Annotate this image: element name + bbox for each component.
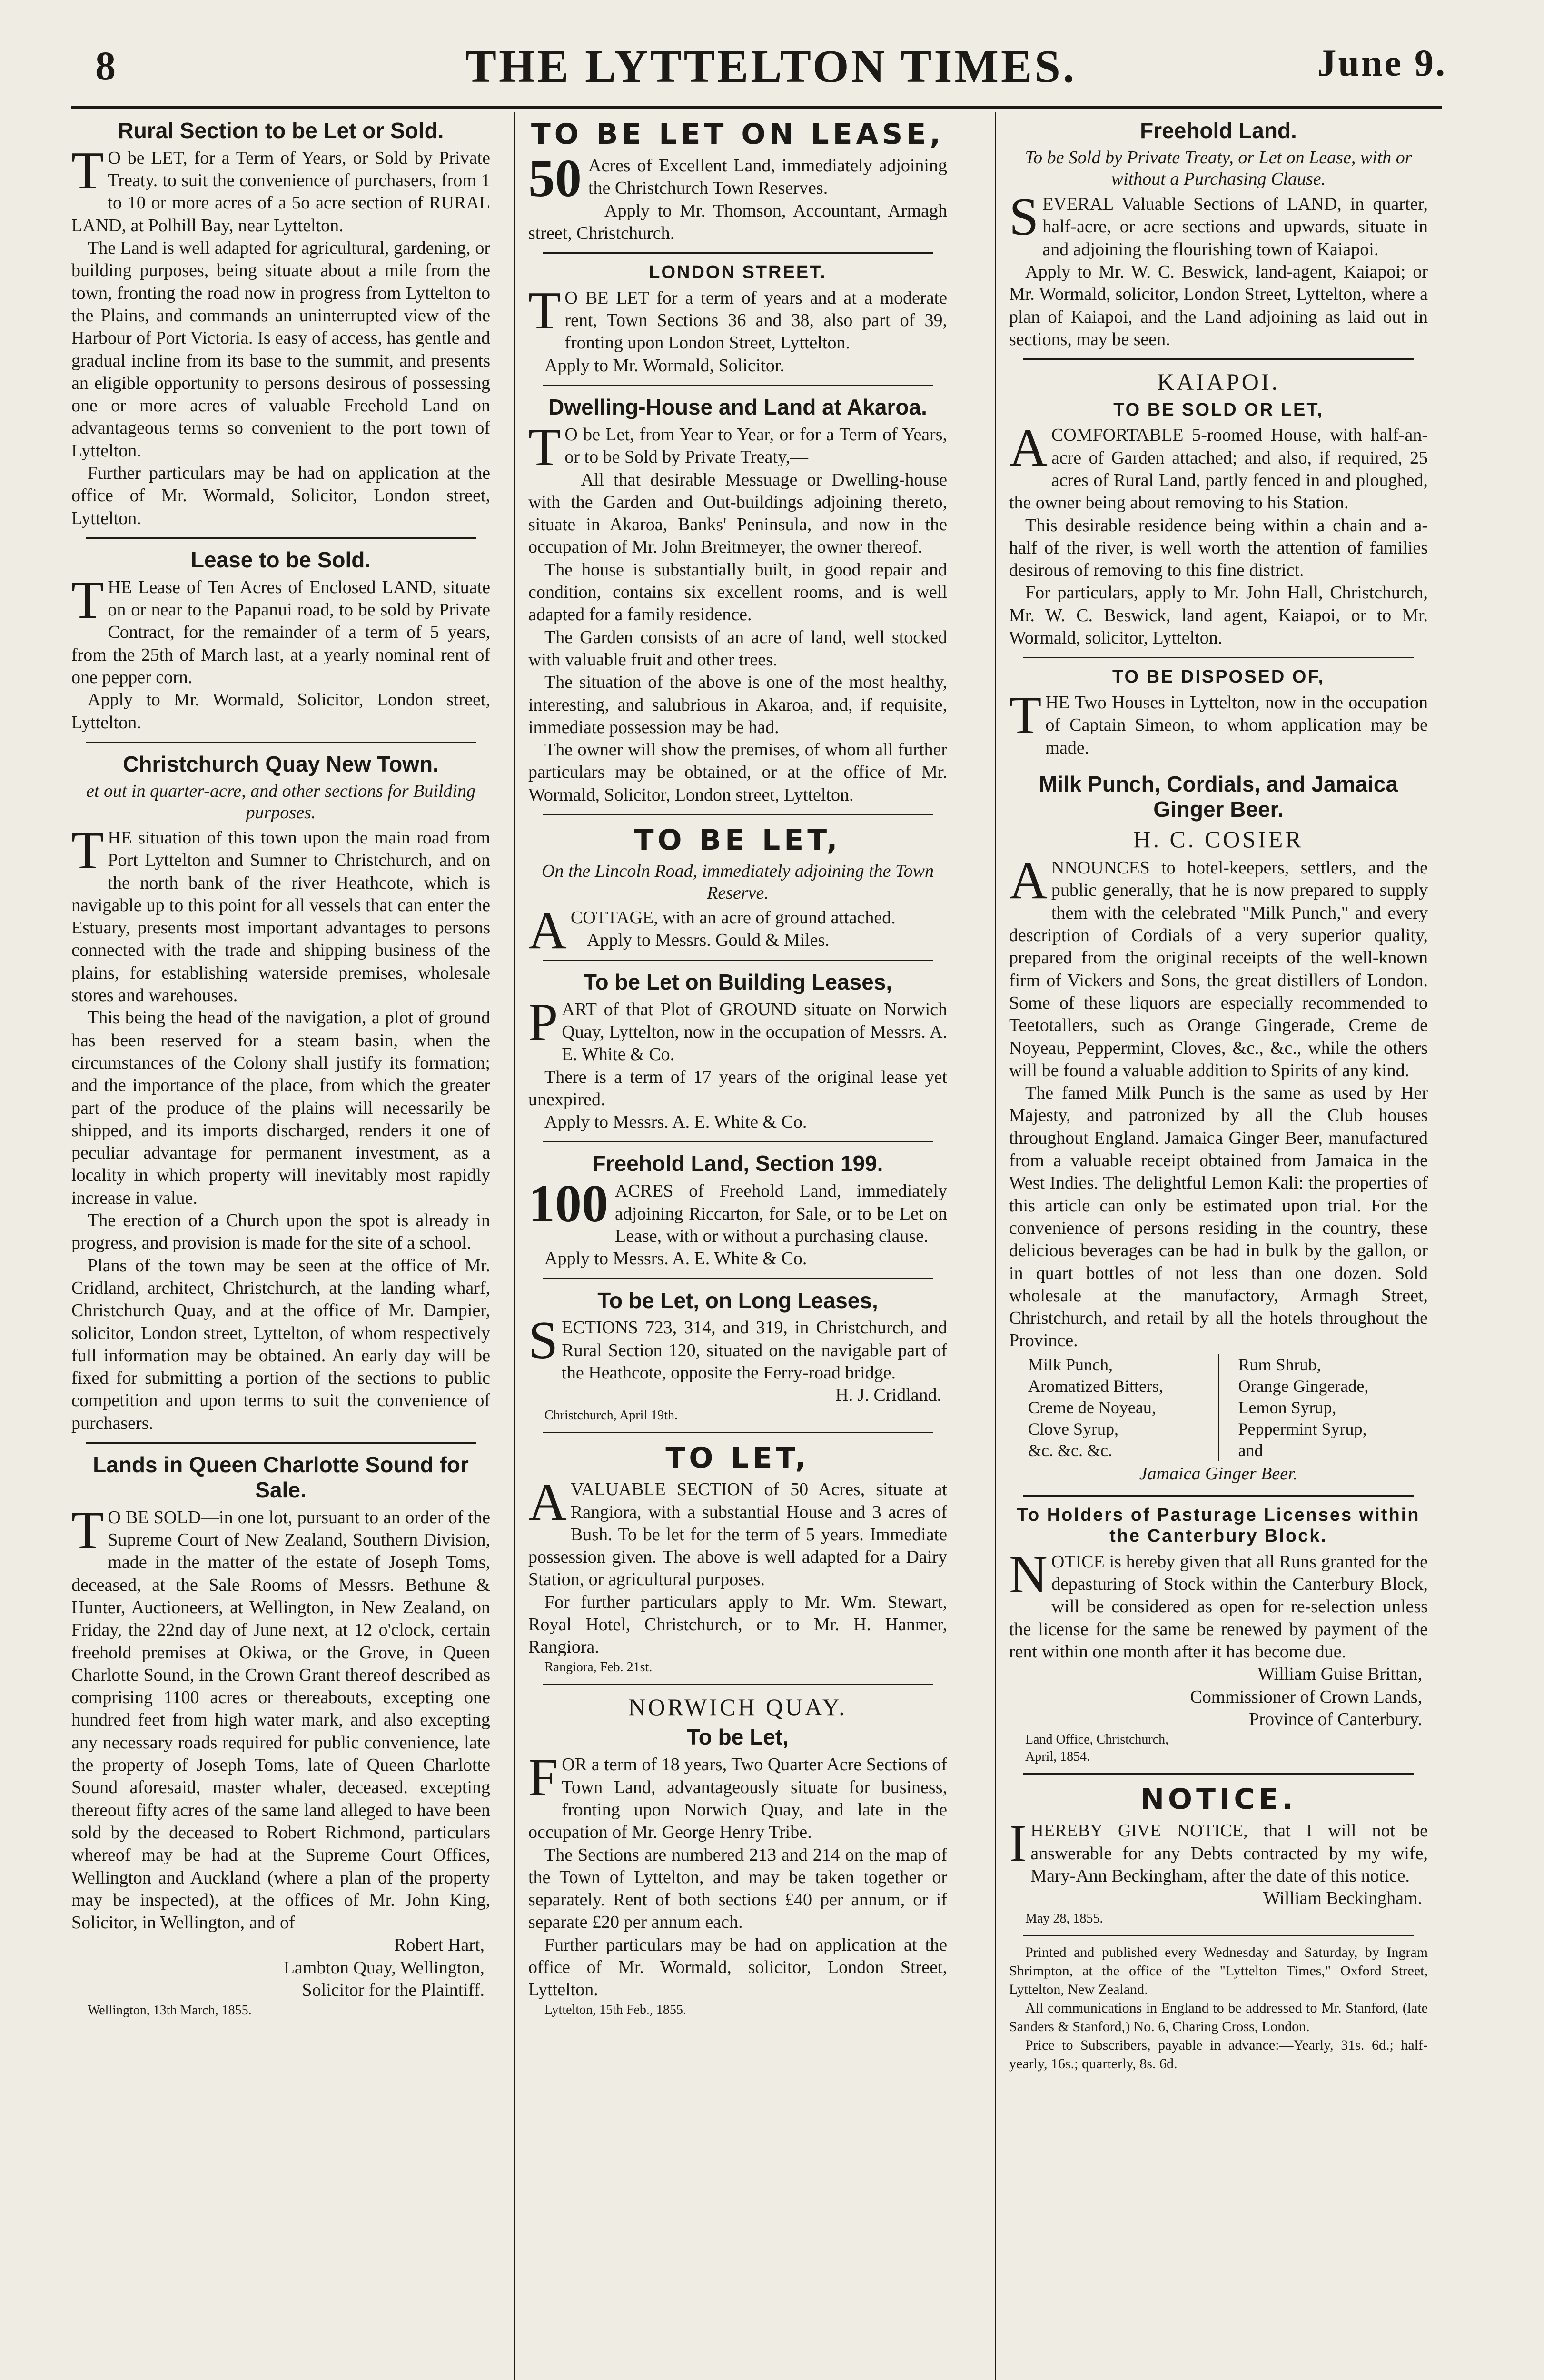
ad-paragraph: Apply to Mr. Wormald, Solicitor. bbox=[544, 355, 784, 376]
ad-paragraph: Plans of the town may be seen at the office of Mr. Cridland, architect, Christchurch, at the landing wharf, Christchurch Quay, and at the office of Mr. Dampier, solicitor, London street, Lyttelton, of whom respectively full information may be obtained. An early day will be fixed for submitting a portion of the sections to public competition and upon terms to suit the convenience of purchasers. bbox=[71, 1255, 490, 1433]
ad-paragraph bbox=[1009, 1545, 1428, 1663]
ad-heading: Dwelling-House and Land at Akaroa. bbox=[548, 395, 927, 420]
ad-divider bbox=[543, 1141, 933, 1142]
ad-paragraph: There is a term of 17 years of the original lease yet unexpired. bbox=[528, 1067, 947, 1110]
ad-subheading: et out in quarter-acre, and other sections for Building purposes. bbox=[86, 781, 475, 823]
ad-beckingham-notice bbox=[1009, 1777, 1428, 1934]
ad-divider bbox=[543, 1432, 933, 1433]
ad-paragraph bbox=[528, 1174, 947, 1248]
ad-norwich-quay bbox=[528, 1688, 947, 2025]
ad-paragraph bbox=[528, 1748, 947, 1844]
ad-heading: TO BE LET ON LEASE, bbox=[531, 118, 945, 151]
ad-freehold-land-kaiapoi bbox=[1009, 112, 1428, 357]
ad-subheading: TO BE SOLD OR LET, bbox=[1113, 399, 1324, 420]
ad-paragraph: This desirable residence being within a chain and a-half of the river, is well worth the attention of families desirous of removing to this fine district. bbox=[1009, 515, 1428, 581]
dateline: May 28, 1855. bbox=[1025, 1911, 1103, 1926]
ad-paragraph: The Land is well adapted for agricultural, gardening, or building purposes, being situate about a mile from the town, fronting the road now in progress from Lyttelton to the Plains, and commands an uninterrupted view of the Harbour of Port Victoria. Is easy of access, has gentle and gradual incline from its base to the summit, and presents an eligible opportunity to persons desirous of possessing one or more acres of valuable Freehold Land on advantageous terms so convenient to the port town of Lyttelton. bbox=[71, 238, 490, 461]
ad-paragraph bbox=[71, 570, 490, 689]
drop-cap: I bbox=[1009, 1814, 1027, 1874]
imprint-text: All communications in England to be addressed to Mr. Stanford, (late Sanders & Stanford,) No. 6, Charing Cross, London. bbox=[1009, 2000, 1428, 2035]
signature: William Beckingham. bbox=[1263, 1888, 1422, 1909]
ad-paragraph bbox=[1009, 1814, 1428, 1887]
ad-text: EVERAL Valuable Sections of LAND, in quarter, half-acre, or acre sections and upwards, situate in and adjoining the flourishing town of Kaiapoi. bbox=[1042, 194, 1428, 259]
drop-cap: T bbox=[528, 417, 561, 477]
advertiser-name: H. C. COSIER bbox=[1133, 825, 1304, 853]
ad-divider bbox=[543, 814, 933, 815]
ad-divider bbox=[1023, 358, 1414, 360]
imprint-text: Price to Subscribers, payable in advance:—Yearly, 31s. 6d.; half-yearly, 16s.; quarterly, 8s. 6d. bbox=[1009, 2037, 1428, 2072]
ad-heading: TO BE LET, bbox=[634, 823, 841, 857]
ad-heading: To be Let on Building Leases, bbox=[583, 969, 892, 994]
ad-paragraph: The Garden consists of an acre of land, well stocked with valuable fruit and other trees. bbox=[528, 627, 947, 670]
signature-address: Lambton Quay, Wellington, bbox=[283, 1957, 485, 1978]
dateline: Land Office, Christchurch, bbox=[1025, 1732, 1169, 1747]
ad-christchurch-quay bbox=[71, 746, 490, 1441]
ad-text: ACRES of Freehold Land, immediately adjoining Riccarton, for Sale, or to be Let on Lease, with or without a purchasing clause. bbox=[615, 1181, 947, 1246]
ad-heading: To Holders of Pasturage Licenses within the Canterbury Block. bbox=[1017, 1505, 1420, 1546]
ad-paragraph: Apply to Mr. Wormald, Solicitor, London street, Lyttelton. bbox=[71, 690, 490, 733]
dateline: Christchurch, April 19th. bbox=[544, 1408, 678, 1423]
ad-subheading: On the Lincoln Road, immediately adjoining the Town Reserve. bbox=[542, 861, 934, 903]
ad-paragraph: For particulars, apply to Mr. John Hall, Christchurch, Mr. W. C. Beswick, land agent, Kaiapoi, or to Mr. Wormald, solicitor, Lyttelton. bbox=[1009, 583, 1428, 648]
ad-paragraph bbox=[1009, 418, 1428, 514]
signature: Robert Hart, bbox=[394, 1935, 485, 1955]
ad-paragraph: Further particulars may be had on application at the office of Mr. Wormald, solicitor, London Street, Lyttelton. bbox=[528, 1934, 947, 2000]
ad-subheading: To be Let, bbox=[687, 1725, 789, 1750]
ad-text: ART of that Plot of GROUND situate on Norwich Quay, Lyttelton, now in the occupation of Messrs. A. E. White & Co. bbox=[562, 999, 947, 1065]
dateline: Wellington, 13th March, 1855. bbox=[88, 2003, 252, 2018]
ad-divider bbox=[86, 1442, 476, 1444]
ad-paragraph: Apply to Mr. W. C. Beswick, land-agent, Kaiapoi; or Mr. Wormald, solicitor, London Street, Lyttelton, where a plan of Kaiapoi, and the Land adjoining as laid out in sections, may be seen. bbox=[1009, 261, 1428, 349]
ad-milk-punch bbox=[1009, 766, 1428, 1494]
list-item: Creme de Noyeau, bbox=[1028, 1398, 1156, 1417]
ad-long-leases bbox=[528, 1282, 947, 1431]
number-display: 50 bbox=[528, 149, 582, 208]
list-item: &c. &c. &c. bbox=[1028, 1440, 1112, 1460]
drop-cap: P bbox=[528, 992, 558, 1052]
list-item: Peppermint Syrup, bbox=[1238, 1419, 1367, 1438]
signature-role: Solicitor for the Plaintiff. bbox=[302, 1980, 485, 2001]
ad-paragraph: The erection of a Church upon the spot is already in progress, and provision is made for the site of a school. bbox=[71, 1210, 490, 1253]
ad-paragraph: For further particulars apply to Mr. Wm. Stewart, Royal Hotel, Christchurch, or to Mr. H. Hanmer, Rangiora. bbox=[528, 1592, 947, 1657]
ad-heading: LONDON STREET. bbox=[649, 262, 827, 283]
ad-subheading: To be Sold by Private Treaty, or Let on Lease, with or without a Purchasing Clause. bbox=[1025, 147, 1412, 189]
ad-heading: NORWICH QUAY. bbox=[628, 1693, 847, 1720]
ad-paragraph: The situation of the above is one of the most healthy, interesting, and salubrious in Akaroa, and, if requisite, immediate possession may be had. bbox=[528, 672, 947, 737]
ad-akaroa-house bbox=[528, 389, 947, 813]
signature-province: Province of Canterbury. bbox=[1249, 1709, 1422, 1730]
column-right bbox=[1009, 112, 1428, 2380]
ad-queen-charlotte-sound bbox=[71, 1447, 490, 2026]
ad-divider bbox=[543, 1684, 933, 1685]
ad-paragraph bbox=[528, 1311, 947, 1384]
ad-paragraph bbox=[528, 1473, 947, 1591]
ad-paragraph: Apply to Messrs. A. E. White & Co. bbox=[544, 1112, 807, 1132]
drop-cap: T bbox=[71, 141, 104, 200]
ad-kaiapoi-house bbox=[1009, 363, 1428, 656]
ad-paragraph bbox=[71, 821, 490, 1007]
ad-divider bbox=[543, 385, 933, 386]
ad-paragraph: This being the head of the navigation, a plot of ground has been reserved for a steam basin, when the circumstances of the Colony shall justify its formation; and the importance of the place, from which the greater part of the produce of the plains will necessarily be shipped, and its imports discharged, renders it one of peculiar advantage for permanent investment, as a locality in which property will inevitably most rapidly increase in value. bbox=[71, 1008, 490, 1208]
ad-text: HE situation of this town upon the main road from Port Lyttelton and Sumner to Christchurch, and on the north bank of the river Heathcote, which is navigable up to this point for all vessels that can enter the Estuary, presents most important advantages to persons connected with the trade and shipping business of the plains, for establishing waterside premises, wholesale stores and warehouses. bbox=[71, 827, 490, 1006]
column-rule-left bbox=[514, 112, 515, 2380]
ad-divider bbox=[1023, 1495, 1414, 1497]
publisher-imprint bbox=[1009, 1939, 1428, 2080]
ad-divider bbox=[543, 960, 933, 961]
ad-text: NNOUNCES to hotel-keepers, settlers, and the public generally, that he is now prepared to supply them with the celebrated "Milk Punch," and every description of Cordials of a very superior quality, prepared from the original receipts of the well-known firm of Vickers and Sons, the great distillers of London. Some of these liquors are especially recommended to Teetotallers, such as Orange Gingerade, Creme de Noyeau, Peppermint, Cloves, &c., &c., while the others will be found a valuable addition to Spirits of any kind. bbox=[1009, 858, 1428, 1081]
ad-heading: Lease to be Sold. bbox=[190, 547, 371, 572]
ad-heading: TO LET, bbox=[665, 1441, 810, 1475]
ad-heading: NOTICE. bbox=[1140, 1783, 1297, 1816]
ad-paragraph: Apply to Messrs. Gould & Miles. bbox=[586, 930, 830, 951]
dateline: April, 1854. bbox=[1025, 1749, 1090, 1765]
ad-paragraph: Further particulars may be had on application at the office of Mr. Wormald, Solicitor, London street, Lyttelton. bbox=[71, 463, 490, 528]
list-item: and bbox=[1238, 1440, 1263, 1460]
drop-cap: A bbox=[1009, 418, 1048, 478]
ad-text: COMFORTABLE 5-roomed House, with half-an-acre of Garden attached; and also, if required, 25 acres of Rural Land, partly fenced in and ploughed, the owner being about removing to his Station. bbox=[1009, 425, 1428, 513]
column-rule-right bbox=[995, 112, 996, 2380]
list-item: Rum Shrub, bbox=[1238, 1355, 1321, 1374]
ad-paragraph bbox=[1009, 851, 1428, 1082]
ad-paragraph: All that desirable Messuage or Dwelling-house with the Garden and Out-buildings adjoining thereto, situate in Akaroa, Banks' Peninsula, and now in the occupation of Mr. John Breitmeyer, the owner thereof. bbox=[528, 469, 947, 557]
issue-date: June 9. bbox=[1317, 42, 1447, 84]
ad-heading: KAIAPOI. bbox=[1157, 368, 1280, 396]
column-left bbox=[71, 112, 490, 2380]
ad-section-199 bbox=[528, 1145, 947, 1277]
drop-cap: T bbox=[528, 281, 561, 340]
ad-divider bbox=[543, 252, 933, 254]
ad-text: VALUABLE SECTION of 50 Acres, situate at Rangiora, with a substantial House and 3 acres of Bush. To be let for the term of 5 years. Immediate possession given. The above is well adapted for a Dairy Station, or agricultural purposes. bbox=[528, 1479, 947, 1590]
product-list bbox=[1009, 1354, 1428, 1461]
drop-cap: S bbox=[1009, 188, 1039, 247]
ad-paragraph: The house is substantially built, in good repair and condition, contains six excellent rooms, and is well adapted for a family residence. bbox=[528, 559, 947, 625]
ad-text: O BE LET for a term of years and at a moderate rent, Town Sections 36 and 38, also part of 39, fronting upon London Street, Lyttelton. bbox=[564, 288, 947, 353]
ad-let-on-lease bbox=[528, 112, 947, 251]
masthead-rule bbox=[71, 106, 1442, 109]
ad-pasturage-licenses bbox=[1009, 1499, 1428, 1772]
list-item: Milk Punch, bbox=[1028, 1355, 1113, 1374]
ad-paragraph bbox=[528, 992, 947, 1066]
ad-rangiora-section bbox=[528, 1436, 947, 1683]
masthead bbox=[86, 37, 1456, 109]
ad-disposed-of bbox=[1009, 661, 1428, 766]
number-display: 100 bbox=[528, 1174, 608, 1234]
ad-text: HE Lease of Ten Acres of Enclosed LAND, situate on or near to the Papanui road, to be sold by Private Contract, for the remainder of a term of 5 years, from the 25th of March last, at a yearly nominal rent of one pepper corn. bbox=[71, 577, 490, 688]
ad-text: OTICE is hereby given that all Runs granted for the depasturing of Stock within the Canterbury Block, will be considered as open for re-selection unless the license for the same be renewed by payment of the rent within one month after it has become due. bbox=[1009, 1551, 1428, 1662]
ad-building-leases bbox=[528, 964, 947, 1140]
ad-heading: Rural Section to be Let or Sold. bbox=[118, 118, 444, 143]
ad-heading: Lands in Queen Charlotte Sound for Sale. bbox=[93, 1452, 469, 1502]
drop-cap: F bbox=[528, 1748, 558, 1807]
ad-divider bbox=[1023, 1773, 1414, 1775]
dateline: Lyttelton, 15th Feb., 1855. bbox=[544, 2002, 686, 2017]
ad-lease-to-be-sold bbox=[71, 542, 490, 741]
ad-paragraph: Apply to Messrs. A. E. White & Co. bbox=[544, 1249, 807, 1269]
ad-divider bbox=[86, 537, 476, 539]
product-tagline: Jamaica Ginger Beer. bbox=[1139, 1463, 1298, 1484]
ad-paragraph bbox=[71, 1500, 490, 1934]
ad-london-street bbox=[528, 257, 947, 384]
product-list-left bbox=[1009, 1354, 1218, 1461]
drop-cap: N bbox=[1009, 1545, 1048, 1604]
ad-paragraph bbox=[71, 141, 490, 237]
ad-text: O BE SOLD—in one lot, pursuant to an order of the Supreme Court of New Zealand, Southern Division, made in the matter of the estate of Joseph Toms, deceased, at the Sale Rooms of Messrs. Bethune & Hunter, Auctioneers, at Wellington, in New Zealand, on Friday, the 22nd day of June next, at 12 o'clock, certain freehold premises at Okiwa, or the Grove, in Queen Charlotte Sound, in the Crown Grant thereof described as comprising 1100 acres or thereabouts, excepting one hundred feet from high water mark, and also excepting any necessary roads required for public convenience, late the property of Joseph Toms, late of Queen Charlotte Sound aforesaid, master whaler, deceased. excepting thereout fifty acres of the same land alleged to have been sold by the deceased to Robert Richmond, particulars whereof may be had at the Supreme Court Offices, Wellington and Auckland (where a plan of the property may be inspected), at the offices of Mr. John King, Solicitor, in Wellington, and of bbox=[71, 1507, 490, 1933]
ad-text: HE Two Houses in Lyttelton, now in the occupation of Captain Simeon, to whom application may be made. bbox=[1045, 693, 1428, 758]
ad-paragraph: The Sections are numbered 213 and 214 on the map of the Town of Lyttelton, and may be taken together or separately. Rent of both sections £40 per annum, or if separate £20 per annum each. bbox=[528, 1844, 947, 1933]
ad-paragraph bbox=[1009, 188, 1428, 261]
product-list-right bbox=[1218, 1354, 1428, 1461]
ad-paragraph: Apply to Mr. Thomson, Accountant, Armagh street, Christchurch. bbox=[528, 200, 947, 243]
column-middle bbox=[528, 112, 947, 2380]
ad-text: Acres of Excellent Land, immediately adjoining the Christchurch Town Reserves. bbox=[588, 156, 947, 198]
ad-paragraph bbox=[528, 149, 947, 208]
ad-paragraph bbox=[528, 281, 947, 355]
drop-cap: A bbox=[528, 901, 567, 961]
drop-cap: S bbox=[528, 1311, 558, 1370]
ad-text: O be Let, from Year to Year, or for a Term of Years, or to be Sold by Private Treaty,— bbox=[564, 424, 947, 467]
drop-cap: A bbox=[1009, 851, 1048, 911]
dateline: Rangiora, Feb. 21st. bbox=[544, 1659, 653, 1675]
ad-divider bbox=[86, 742, 476, 743]
ad-paragraph: The famed Milk Punch is the same as used by Her Majesty, and patronized by all the Club houses throughout England. Jamaica Ginger Beer, manufactured from a valuable receipt obtained from Jamaica in the West Indies. The delightful Lemon Kali: the properties of this article can only be estimated upon trial. For the convenience of persons residing in the country, these delicious beverages can be had in bulk by the gallon, or in quart bottles of not less than one dozen. Sold wholesale at the manufactory, Armagh Street, Christchurch, and retail by all the hotels throughout the Province. bbox=[1009, 1083, 1428, 1351]
page-number: 8 bbox=[95, 43, 116, 89]
ad-heading: To be Let, on Long Leases, bbox=[597, 1288, 878, 1313]
signature: H. J. Cridland. bbox=[835, 1385, 941, 1406]
ad-heading: Christchurch Quay New Town. bbox=[123, 751, 439, 776]
imprint-text: Printed and published every Wednesday and Saturday, by Ingram Shrimpton, at the office of the "Lyttelton Times," Oxford Street, Lyttelton, New Zealand. bbox=[1009, 1944, 1428, 1998]
drop-cap: T bbox=[71, 1500, 104, 1560]
list-item: Orange Gingerade, bbox=[1238, 1376, 1369, 1396]
drop-cap: T bbox=[71, 821, 104, 880]
ad-divider bbox=[543, 1278, 933, 1279]
signature-role: Commissioner of Crown Lands, bbox=[1190, 1686, 1422, 1707]
drop-cap: T bbox=[71, 570, 104, 630]
list-item: Clove Syrup, bbox=[1028, 1419, 1119, 1438]
ad-divider bbox=[1023, 657, 1414, 658]
ad-text: HEREBY GIVE NOTICE, that I will not be answerable for any Debts contracted by my wife, Mary-Ann Beckingham, after the date of this notice. bbox=[1030, 1821, 1428, 1886]
list-item: Lemon Syrup, bbox=[1238, 1398, 1336, 1417]
list-item: Aromatized Bitters, bbox=[1028, 1376, 1163, 1396]
ad-heading: Milk Punch, Cordials, and Jamaica Ginger Beer. bbox=[1039, 771, 1398, 822]
ad-text: OR a term of 18 years, Two Quarter Acre Sections of Town Land, advantageously situate for business, fronting upon Norwich Quay, and late in the occupation of Mr. George Henry Tribe. bbox=[528, 1755, 947, 1843]
ad-text: ECTIONS 723, 314, and 319, in Christchurch, and Rural Section 120, situated on the navigable part of the Heathcote, opposite the Ferry-road bridge. bbox=[562, 1318, 947, 1383]
ad-heading: TO BE DISPOSED OF, bbox=[1112, 667, 1325, 687]
ad-rural-section bbox=[71, 112, 490, 536]
newspaper-title: THE LYTTELTON TIMES. bbox=[465, 41, 1077, 92]
signature: William Guise Brittan, bbox=[1257, 1664, 1422, 1685]
drop-cap: A bbox=[528, 1473, 567, 1532]
ad-divider bbox=[1023, 1935, 1414, 1936]
ad-heading: Freehold Land. bbox=[1140, 118, 1297, 143]
ad-heading: Freehold Land, Section 199. bbox=[592, 1151, 883, 1176]
ad-cottage-to-let bbox=[528, 818, 947, 959]
ad-text: O be LET, for a Term of Years, or Sold by Private Treaty. to suit the convenience of purchasers, from 1 to 10 or more acres of a 5o acre section of RURAL LAND, at Polhill Bay, near Lyttelton. bbox=[71, 148, 490, 236]
ad-paragraph bbox=[1009, 686, 1428, 759]
ad-text: COTTAGE, with an acre of ground attached. bbox=[570, 908, 896, 928]
ad-paragraph: The owner will show the premises, of whom all further particulars may be obtained, or at the office of Mr. Wormald, Solicitor, London street, Lyttelton. bbox=[528, 740, 947, 805]
ad-paragraph bbox=[528, 417, 947, 477]
drop-cap: T bbox=[1009, 686, 1042, 745]
